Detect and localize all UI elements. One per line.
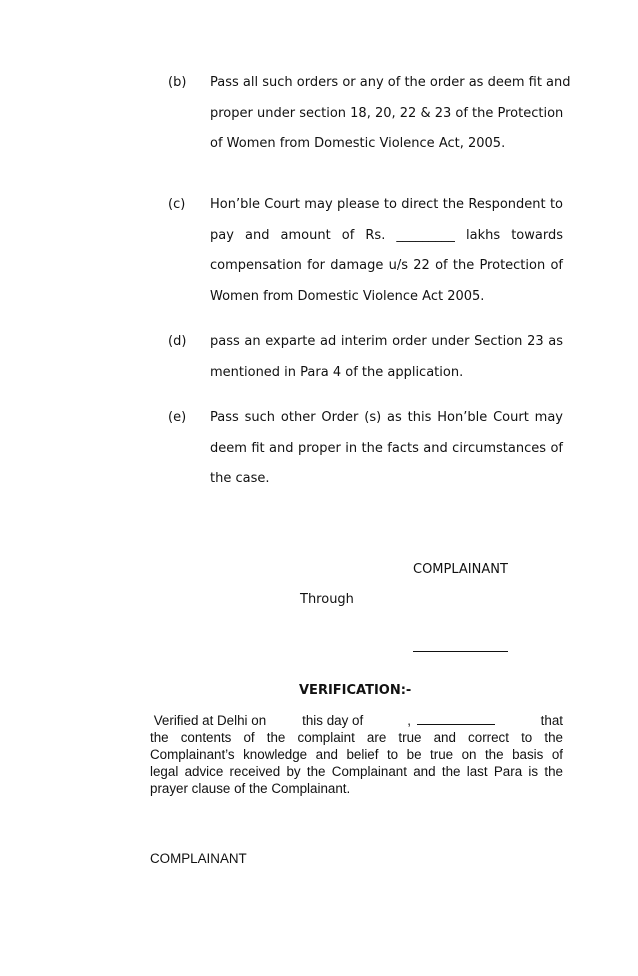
verification-line: legal advice received by the Complainant and the last Para is the xyxy=(150,764,563,779)
item-text xyxy=(210,327,563,388)
item-marker: (d) xyxy=(168,334,187,349)
complainant-signature-label: COMPLAINANT xyxy=(413,562,508,577)
verification-that: that xyxy=(540,713,563,728)
item-line: proper under section 18, 20, 22 & 23 of the Protection xyxy=(210,105,564,121)
verification-line: the contents of the complaint are true and correct to the xyxy=(150,730,563,745)
through-label: Through xyxy=(300,592,354,607)
item-line: Women from Domestic Violence Act 2005. xyxy=(210,288,485,304)
item-line: the case. xyxy=(210,471,270,486)
item-line: deem fit and proper in the facts and circumstances of xyxy=(210,440,563,456)
signature-line xyxy=(413,651,508,652)
verification-line: Complainant’s knowledge and belief to be true on the basis of xyxy=(150,747,563,762)
item-line: pay and amount of Rs. _________ lakhs towards xyxy=(210,227,563,243)
item-marker: (e) xyxy=(168,410,187,425)
verification-title: VERIFICATION:- xyxy=(299,683,412,698)
item-line: mentioned in Para 4 of the application. xyxy=(210,364,464,380)
verification-first-line xyxy=(150,712,563,729)
item-text xyxy=(210,403,563,495)
item-marker: (b) xyxy=(168,75,187,90)
item-line: Pass such other Order (s) as this Hon’ble Court may xyxy=(210,410,563,425)
verification-comma: , xyxy=(407,713,411,728)
item-marker: (c) xyxy=(168,197,186,212)
item-text xyxy=(210,68,571,160)
verification-place-text: Verified at Delhi on xyxy=(153,713,267,728)
item-line: pass an exparte ad interim order under Section 23 as xyxy=(210,334,563,349)
verification-line: prayer clause of the Complainant. xyxy=(150,781,351,796)
item-text xyxy=(210,190,563,312)
item-line: of Women from Domestic Violence Act, 2005. xyxy=(210,136,506,151)
verification-day-text: this day of xyxy=(302,713,364,728)
item-line: Pass all such orders or any of the order as deem fit and xyxy=(210,75,571,90)
date-blank-line xyxy=(417,712,495,725)
verification-complainant-label: COMPLAINANT xyxy=(150,851,247,866)
item-line: compensation for damage u/s 22 of the Protection of xyxy=(210,258,563,273)
item-line: Hon’ble Court may please to direct the Respondent to xyxy=(210,197,563,212)
verification-body xyxy=(150,712,563,797)
